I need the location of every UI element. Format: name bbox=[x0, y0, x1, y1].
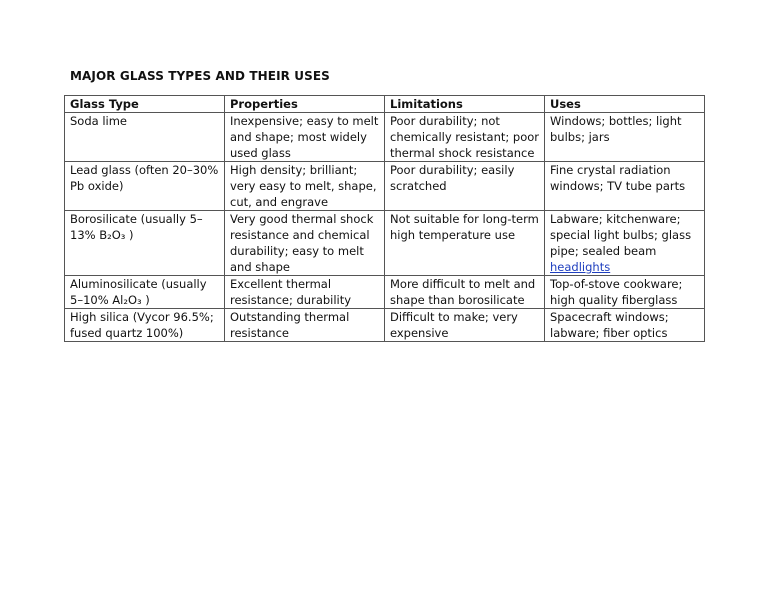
column-header-properties: Properties bbox=[225, 96, 385, 113]
cell-limitations: Poor durability; not chemically resistant; poor thermal shock resistance bbox=[385, 113, 545, 162]
table-row bbox=[65, 113, 705, 162]
cell-uses: Top-of-stove cookware; high quality fiberglass bbox=[545, 276, 705, 309]
cell-limitations: Poor durability; easily scratched bbox=[385, 162, 545, 211]
headlights-link[interactable]: headlights bbox=[550, 260, 611, 274]
cell-glass-type: Lead glass (often 20–30% Pb oxide) bbox=[65, 162, 225, 211]
cell-limitations: Not suitable for long-term high temperature use bbox=[385, 211, 545, 276]
column-header-uses: Uses bbox=[545, 96, 705, 113]
table-row bbox=[65, 162, 705, 211]
cell-limitations: Difficult to make; very expensive bbox=[385, 309, 545, 342]
document-title: MAJOR GLASS TYPES AND THEIR USES bbox=[70, 69, 330, 83]
cell-glass-type: High silica (Vycor 96.5%; fused quartz 100%) bbox=[65, 309, 225, 342]
cell-uses bbox=[545, 211, 705, 276]
table-row bbox=[65, 211, 705, 276]
cell-properties: Outstanding thermal resistance bbox=[225, 309, 385, 342]
column-header-limitations: Limitations bbox=[385, 96, 545, 113]
cell-properties: Inexpensive; easy to melt and shape; most widely used glass bbox=[225, 113, 385, 162]
cell-uses: Windows; bottles; light bulbs; jars bbox=[545, 113, 705, 162]
table-row bbox=[65, 309, 705, 342]
cell-glass-type: Aluminosilicate (usually 5–10% Al₂O₃ ) bbox=[65, 276, 225, 309]
cell-uses: Spacecraft windows; labware; fiber optics bbox=[545, 309, 705, 342]
cell-glass-type: Soda lime bbox=[65, 113, 225, 162]
table-row bbox=[65, 276, 705, 309]
cell-uses-text: Labware; kitchenware; special light bulbs; glass pipe; sealed beam bbox=[550, 212, 692, 258]
cell-properties: Very good thermal shock resistance and chemical durability; easy to melt and shape bbox=[225, 211, 385, 276]
cell-uses: Fine crystal radiation windows; TV tube parts bbox=[545, 162, 705, 211]
cell-limitations: More difficult to melt and shape than borosilicate bbox=[385, 276, 545, 309]
cell-properties: High density; brilliant; very easy to melt, shape, cut, and engrave bbox=[225, 162, 385, 211]
cell-glass-type: Borosilicate (usually 5–13% B₂O₃ ) bbox=[65, 211, 225, 276]
cell-properties: Excellent thermal resistance; durability bbox=[225, 276, 385, 309]
column-header-glass-type: Glass Type bbox=[65, 96, 225, 113]
table-header-row bbox=[65, 96, 705, 113]
glass-types-table bbox=[64, 95, 705, 342]
